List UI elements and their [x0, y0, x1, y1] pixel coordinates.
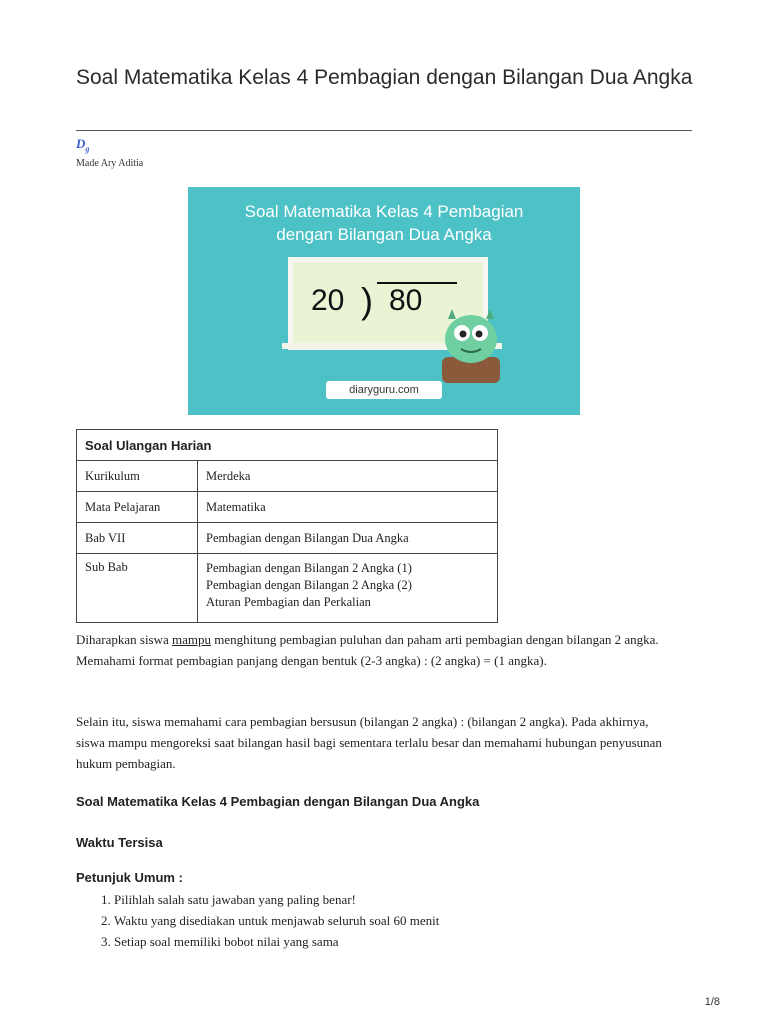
site-logo: $D_g$ [76, 136, 90, 154]
banner-title: Soal Matematika Kelas 4 Pembagian dengan Bilangan Dua Angka [244, 202, 524, 244]
site-url: diaryguru.com [326, 381, 442, 399]
title-divider [76, 130, 692, 131]
timer-heading: Waktu Tersisa [76, 835, 163, 850]
page-number: 1/8 [704, 996, 720, 1008]
section-heading: Soal Matematika Kelas 4 Pembagian dengan Bilangan Dua Angka [76, 794, 480, 809]
table-row: Kurikulum Merdeka [77, 461, 498, 492]
monster-mascot-icon [426, 305, 516, 383]
list-item: 3. Setiap soal memiliki bobot nilai yang sama [114, 931, 439, 952]
list-item: 2. Waktu yang disediakan untuk menjawab seluruh soal 60 menit [114, 910, 439, 931]
second-paragraph: Selain itu, siswa memahami cara pembagian bersusun (bilangan 2 angka) : (bilangan 2 angka). Pada akhirnya, siswa mampu mengoreksi saat bilangan hasil bagi sementara terlalu besar dan memahami hubungan penyusunan hukum pembagian. [76, 714, 662, 771]
info-table [76, 429, 498, 623]
table-row: Bab VII Pembagian dengan Bilangan Dua Angka [77, 523, 498, 554]
banner-image [188, 187, 580, 415]
division-bracket: ) [361, 280, 373, 321]
table-header: Soal Ulangan Harian [77, 430, 498, 461]
author-name: Made Ary Aditia [76, 158, 144, 169]
instructions-list [76, 889, 439, 952]
list-item: 1. Pilihlah salah satu jawaban yang paling benar! [114, 889, 439, 910]
dividend: 80 [389, 284, 423, 317]
instructions-heading: Petunjuk Umum : [76, 870, 183, 885]
table-row: Mata Pelajaran Matematika [77, 492, 498, 523]
page-title: Soal Matematika Kelas 4 Pembagian dengan Bilangan Dua Angka [76, 66, 693, 89]
table-row: Sub Bab Pembagian dengan Bilangan 2 Angka (1) Pembagian dengan Bilangan 2 Angka (2) Aturan Pembagian dan Perkalian [77, 554, 498, 623]
intro-paragraph: Diharapkan siswa mampu menghitung pembagian puluhan dan paham arti pembagian dengan bilangan 2 angka. Memahami format pembagian panjang dengan bentuk (2-3 angka) : (2 angka) = (1 angka). [76, 632, 659, 668]
divisor: 20 [311, 284, 345, 317]
